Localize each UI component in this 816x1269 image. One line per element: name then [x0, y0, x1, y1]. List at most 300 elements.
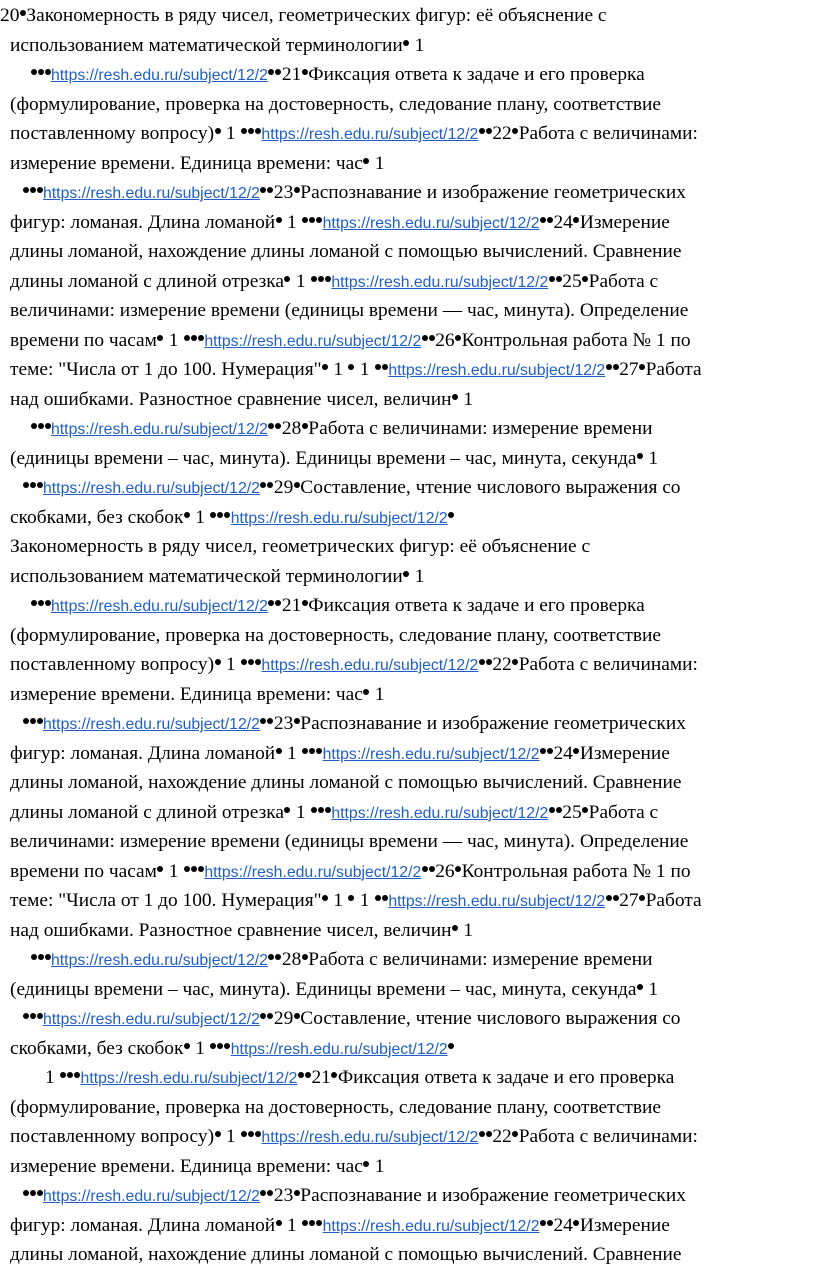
text-segment: Работа — [645, 359, 702, 380]
bullet-icon — [486, 1131, 492, 1137]
bullet-icon — [241, 1131, 247, 1137]
bullet-icon — [322, 364, 328, 370]
bullet-icon — [486, 659, 492, 665]
text-line — [0, 650, 698, 679]
resh-link[interactable]: https://resh.edu.ru/subject/12/2 — [51, 598, 268, 615]
bullet-icon — [318, 807, 324, 813]
text-segment: 1 — [163, 329, 184, 351]
bullet-icon — [639, 364, 645, 370]
bullet-icon — [31, 954, 37, 960]
text-line — [0, 1152, 384, 1181]
bullet-icon — [248, 128, 254, 134]
bullet-icon — [448, 512, 454, 518]
text-segment: 1 — [369, 152, 385, 174]
text-segment: 23 — [273, 182, 294, 203]
bullet-icon — [37, 482, 43, 488]
bullet-icon — [311, 276, 317, 282]
bullet-icon — [403, 571, 409, 577]
text-segment: 1 — [221, 1126, 241, 1147]
bullet-icon — [582, 807, 588, 813]
resh-link[interactable]: https://resh.edu.ru/subject/12/2 — [322, 745, 540, 763]
bullet-icon — [429, 335, 435, 341]
bullet-icon — [210, 512, 216, 518]
text-segment: фигур: ломаная. Длина ломаной — [10, 211, 276, 233]
bullet-icon — [318, 276, 324, 282]
text-segment: Фиксация ответа к задаче и его проверка — [308, 64, 645, 85]
text-segment: над ошибками. Разностное сравнение чисел, величин — [10, 919, 452, 941]
text-line — [0, 119, 698, 148]
text-segment: 24 — [553, 211, 573, 233]
bullet-icon — [260, 482, 266, 488]
bullet-icon — [479, 1131, 485, 1137]
bullet-icon — [294, 1013, 300, 1019]
text-segment: 26 — [435, 329, 455, 351]
bullet-icon — [38, 600, 44, 606]
bullet-icon — [37, 1013, 43, 1019]
bullet-icon — [184, 512, 190, 518]
text-segment: Работа с величинами: — [518, 654, 698, 675]
bullet-icon — [30, 1190, 36, 1196]
bullet-icon — [241, 128, 247, 134]
bullet-icon — [363, 1161, 369, 1167]
bullet-icon — [309, 748, 315, 754]
text-line — [0, 1181, 686, 1210]
bullet-icon — [302, 423, 308, 429]
bullet-icon — [429, 866, 435, 872]
bullet-icon — [37, 187, 43, 193]
bullet-icon — [276, 1220, 282, 1226]
resh-link[interactable]: https://resh.edu.ru/subject/12/2 — [43, 480, 260, 497]
text-segment: 29 — [273, 477, 294, 498]
text-segment: 21 — [281, 595, 302, 616]
bullet-icon — [540, 1220, 546, 1226]
bullet-icon — [31, 423, 37, 429]
text-segment: Измерение — [579, 1214, 670, 1236]
bullet-icon — [448, 1043, 454, 1049]
bullet-icon — [302, 217, 308, 223]
text-segment: Работа с величинами: — [518, 123, 698, 144]
bullet-icon — [348, 895, 354, 901]
text-segment: 23 — [273, 713, 294, 734]
text-segment: длины ломаной с длиной отрезка — [10, 801, 284, 823]
bullet-icon — [639, 895, 645, 901]
text-line — [0, 768, 682, 797]
text-line — [0, 1063, 674, 1092]
bullet-icon — [455, 866, 461, 872]
text-line — [0, 562, 424, 591]
bullet-icon — [37, 718, 43, 724]
resh-link[interactable]: https://resh.edu.ru/subject/12/2 — [261, 1129, 479, 1146]
bullet-icon — [267, 187, 273, 193]
bullet-icon — [215, 128, 221, 134]
bullet-icon — [613, 364, 619, 370]
resh-link[interactable]: https://resh.edu.ru/subject/12/2 — [43, 185, 260, 202]
bullet-icon — [582, 276, 588, 282]
text-segment: длины ломаной с длиной отрезка — [10, 270, 284, 292]
text-line — [0, 31, 424, 60]
text-segment: 1 — [190, 506, 210, 528]
bullet-icon — [375, 895, 381, 901]
bullet-icon — [276, 217, 282, 223]
text-line — [0, 178, 686, 207]
text-segment: 1 — [45, 1067, 60, 1088]
text-segment: Измерение — [579, 742, 670, 764]
text-segment: 22 — [492, 654, 512, 675]
bullet-icon — [60, 1072, 66, 1078]
text-segment: 1 — [328, 359, 348, 380]
text-segment: 1 — [458, 919, 474, 941]
bullet-icon — [224, 1043, 230, 1049]
bullet-icon — [606, 895, 612, 901]
bullet-icon — [556, 807, 562, 813]
bullet-icon — [422, 335, 428, 341]
text-segment: 1 — [282, 211, 302, 233]
text-line — [0, 267, 658, 296]
resh-link[interactable]: https://resh.edu.ru/subject/12/2 — [43, 716, 260, 733]
text-segment: 28 — [281, 949, 302, 970]
text-segment: Работа с величинами: измерение времени — [308, 418, 653, 439]
text-segment: Закономерность в ряду чисел, геометрических фигур: её объяснение с — [10, 536, 591, 557]
text-segment: 24 — [553, 742, 573, 764]
text-segment: 1 — [163, 860, 184, 882]
text-segment: Распознавание и изображение геометрических — [300, 1185, 686, 1206]
bullet-icon — [309, 217, 315, 223]
bullet-icon — [606, 364, 612, 370]
text-segment: Работа с — [588, 270, 659, 292]
text-segment: Распознавание и изображение геометрических — [300, 713, 686, 734]
text-segment: Работа с величинами: — [518, 1126, 698, 1147]
text-line — [0, 237, 682, 266]
bullet-icon — [23, 718, 29, 724]
bullet-icon — [184, 1043, 190, 1049]
text-segment: скобками, без скобок — [10, 506, 184, 528]
text-segment: измерение времени. Единица времени: час — [10, 683, 363, 705]
bullet-icon — [294, 482, 300, 488]
bullet-icon — [294, 1190, 300, 1196]
bullet-icon — [45, 600, 51, 606]
bullet-icon — [45, 954, 51, 960]
text-line — [0, 975, 658, 1004]
text-line — [0, 1211, 670, 1240]
text-segment: над ошибками. Разностное сравнение чисел, величин — [10, 388, 452, 410]
bullet-icon — [198, 866, 204, 872]
text-line — [0, 1004, 681, 1033]
text-segment: 26 — [435, 860, 455, 882]
bullet-icon — [573, 748, 579, 754]
text-line — [0, 739, 670, 768]
text-segment: 1 — [409, 34, 425, 56]
text-segment: использованием математической терминологии — [10, 34, 403, 56]
bullet-icon — [38, 423, 44, 429]
text-segment: теме: "Числа от 1 до 100. Нумерация" — [10, 890, 322, 911]
resh-link[interactable]: https://resh.edu.ru/subject/12/2 — [230, 1040, 448, 1058]
bullet-icon — [241, 659, 247, 665]
bullet-icon — [316, 1220, 322, 1226]
resh-link[interactable]: https://resh.edu.ru/subject/12/2 — [43, 1011, 260, 1028]
text-segment: Фиксация ответа к задаче и его проверка — [337, 1067, 675, 1088]
resh-link[interactable]: https://resh.edu.ru/subject/12/2 — [261, 126, 479, 143]
text-segment: 1 — [290, 801, 311, 823]
bullet-icon — [23, 482, 29, 488]
text-line — [0, 90, 661, 119]
bullet-icon — [325, 807, 331, 813]
bullet-icon — [294, 187, 300, 193]
resh-link[interactable]: https://resh.edu.ru/subject/12/2 — [331, 273, 549, 291]
bullet-icon — [316, 748, 322, 754]
bullet-icon — [267, 482, 273, 488]
text-segment: 23 — [273, 1185, 294, 1206]
bullet-icon — [217, 1043, 223, 1049]
bullet-icon — [275, 69, 281, 75]
text-segment: 1 — [643, 447, 659, 469]
bullet-icon — [375, 364, 381, 370]
text-segment: 20 — [0, 5, 20, 26]
bullet-icon — [422, 866, 428, 872]
bullet-icon — [549, 276, 555, 282]
bullet-icon — [260, 1190, 266, 1196]
text-segment: Распознавание и изображение геометрических — [300, 182, 686, 203]
text-segment: 22 — [492, 1126, 512, 1147]
bullet-icon — [30, 482, 36, 488]
text-segment: 1 — [354, 359, 375, 380]
bullet-icon — [540, 748, 546, 754]
text-line — [0, 591, 645, 620]
text-segment: 1 — [328, 890, 348, 911]
bullet-icon — [191, 335, 197, 341]
text-line — [0, 1093, 661, 1122]
text-segment: 25 — [562, 270, 582, 292]
bullet-icon — [298, 1072, 304, 1078]
bullet-icon — [74, 1072, 80, 1078]
text-segment: величинами: измерение времени (единицы времени — час, минута). Определение — [10, 831, 689, 852]
text-line — [0, 149, 384, 178]
bullet-icon — [348, 364, 354, 370]
text-line — [0, 532, 590, 561]
text-segment: Контрольная работа № 1 по — [461, 860, 691, 882]
bullet-icon — [260, 187, 266, 193]
bullet-icon — [184, 866, 190, 872]
text-segment: 28 — [281, 418, 302, 439]
bullet-icon — [248, 1131, 254, 1137]
text-segment: 27 — [619, 890, 639, 911]
text-segment: поставленному вопросу) — [10, 1126, 215, 1147]
resh-link[interactable]: https://resh.edu.ru/subject/12/2 — [322, 1217, 540, 1235]
bullet-icon — [403, 40, 409, 46]
bullet-icon — [45, 423, 51, 429]
text-segment: Составление, чтение числового выражения со — [300, 477, 681, 498]
text-segment: измерение времени. Единица времени: час — [10, 152, 363, 174]
text-line — [0, 916, 473, 945]
bullet-icon — [31, 69, 37, 75]
resh-link[interactable]: https://resh.edu.ru/subject/12/2 — [51, 952, 268, 969]
text-segment: Работа с — [588, 801, 659, 823]
text-line — [0, 503, 455, 532]
text-segment: времени по часам — [10, 860, 157, 882]
text-segment: длины ломаной, нахождение длины ломаной с помощью вычислений. Сравнение — [10, 241, 682, 262]
text-line — [0, 326, 691, 355]
text-segment: Работа — [645, 890, 702, 911]
bullet-icon — [268, 423, 274, 429]
text-line — [0, 385, 473, 414]
text-segment: 1 — [643, 978, 659, 1000]
text-line — [0, 827, 688, 856]
bullet-icon — [302, 1220, 308, 1226]
bullet-icon — [276, 748, 282, 754]
text-segment: (единицы времени – час, минута). Единицы времени – час, минута, секунда — [10, 978, 637, 1000]
bullet-icon — [275, 423, 281, 429]
bullet-icon — [215, 659, 221, 665]
bullet-icon — [23, 187, 29, 193]
text-segment: скобками, без скобок — [10, 1037, 184, 1059]
text-segment: Контрольная работа № 1 по — [461, 329, 691, 351]
text-segment: 1 — [282, 742, 302, 764]
text-line — [0, 1240, 682, 1269]
text-segment: 21 — [281, 64, 302, 85]
resh-link[interactable]: https://resh.edu.ru/subject/12/2 — [80, 1070, 298, 1087]
text-segment: 24 — [553, 1214, 573, 1236]
bullet-icon — [215, 1131, 221, 1137]
text-segment: Измерение — [579, 211, 670, 233]
bullet-icon — [217, 512, 223, 518]
text-line — [0, 60, 645, 89]
resh-link[interactable]: https://resh.edu.ru/subject/12/2 — [204, 332, 422, 350]
resh-link[interactable]: https://resh.edu.ru/subject/12/2 — [261, 657, 479, 674]
bullet-icon — [322, 895, 328, 901]
bullet-icon — [45, 69, 51, 75]
bullet-icon — [20, 10, 26, 16]
resh-link[interactable]: https://resh.edu.ru/subject/12/2 — [230, 509, 448, 527]
bullet-icon — [302, 954, 308, 960]
bullet-icon — [30, 187, 36, 193]
bullet-icon — [284, 807, 290, 813]
bullet-icon — [294, 718, 300, 724]
text-segment: поставленному вопросу) — [10, 654, 215, 675]
text-segment: 1 — [409, 565, 425, 587]
text-segment: 1 — [190, 1037, 210, 1059]
bullet-icon — [38, 954, 44, 960]
text-segment: Закономерность в ряду чисел, геометрических фигур: её объяснение с — [26, 5, 607, 26]
bullet-icon — [382, 364, 388, 370]
text-segment: времени по часам — [10, 329, 157, 351]
text-segment: (формулирование, проверка на достоверность, следование плану, соответствие — [10, 93, 662, 115]
bullet-icon — [184, 335, 190, 341]
bullet-icon — [302, 69, 308, 75]
text-segment: теме: "Числа от 1 до 100. Нумерация" — [10, 359, 322, 380]
bullet-icon — [268, 600, 274, 606]
text-segment: Составление, чтение числового выражения со — [300, 1008, 681, 1029]
text-segment: поставленному вопросу) — [10, 123, 215, 144]
bullet-icon — [512, 1131, 518, 1137]
text-segment: 27 — [619, 359, 639, 380]
bullet-icon — [30, 1013, 36, 1019]
bullet-icon — [452, 925, 458, 931]
bullet-icon — [267, 1190, 273, 1196]
bullet-icon — [637, 984, 643, 990]
bullet-icon — [325, 276, 331, 282]
text-segment: 1 — [290, 270, 311, 292]
resh-link[interactable]: https://resh.edu.ru/subject/12/2 — [51, 421, 268, 438]
text-segment: 1 — [458, 388, 474, 410]
bullet-icon — [613, 895, 619, 901]
text-line — [0, 798, 658, 827]
bullet-icon — [479, 128, 485, 134]
text-segment: 1 — [369, 1155, 385, 1177]
resh-link[interactable]: https://resh.edu.ru/subject/12/2 — [322, 214, 540, 232]
bullet-icon — [302, 748, 308, 754]
bullet-icon — [267, 1013, 273, 1019]
bullet-icon — [573, 217, 579, 223]
text-line — [0, 444, 658, 473]
bullet-icon — [455, 335, 461, 341]
text-segment: Работа с величинами: измерение времени — [308, 949, 653, 970]
resh-link[interactable]: https://resh.edu.ru/subject/12/2 — [388, 362, 606, 379]
bullet-icon — [302, 600, 308, 606]
text-segment: 1 — [221, 123, 241, 144]
bullet-icon — [556, 276, 562, 282]
bullet-icon — [267, 718, 273, 724]
bullet-icon — [157, 866, 163, 872]
bullet-icon — [191, 866, 197, 872]
bullet-icon — [23, 1190, 29, 1196]
bullet-icon — [268, 69, 274, 75]
text-line — [0, 1, 607, 30]
bullet-icon — [31, 600, 37, 606]
text-segment: использованием математической терминологии — [10, 565, 403, 587]
bullet-icon — [268, 954, 274, 960]
resh-link[interactable]: https://resh.edu.ru/subject/12/2 — [388, 893, 606, 910]
bullet-icon — [37, 1190, 43, 1196]
text-segment: (формулирование, проверка на достоверность, следование плану, соответствие — [10, 624, 662, 646]
bullet-icon — [512, 659, 518, 665]
bullet-icon — [30, 718, 36, 724]
bullet-icon — [275, 954, 281, 960]
text-segment: (формулирование, проверка на достоверность, следование плану, соответствие — [10, 1096, 662, 1118]
bullet-icon — [637, 453, 643, 459]
text-line — [0, 857, 691, 886]
bullet-icon — [260, 1013, 266, 1019]
text-line — [0, 414, 653, 443]
text-segment: 22 — [492, 123, 512, 144]
text-segment: 29 — [273, 1008, 294, 1029]
text-segment: 1 — [221, 654, 241, 675]
bullet-icon — [224, 512, 230, 518]
bullet-icon — [157, 335, 163, 341]
bullet-icon — [549, 807, 555, 813]
bullet-icon — [479, 659, 485, 665]
bullet-icon — [486, 128, 492, 134]
text-line — [0, 945, 653, 974]
resh-link[interactable]: https://resh.edu.ru/subject/12/2 — [204, 863, 422, 881]
bullet-icon — [210, 1043, 216, 1049]
text-segment: 21 — [311, 1067, 331, 1088]
resh-link[interactable]: https://resh.edu.ru/subject/12/2 — [43, 1188, 260, 1205]
text-line — [0, 709, 686, 738]
text-segment: фигур: ломаная. Длина ломаной — [10, 742, 276, 764]
resh-link[interactable]: https://resh.edu.ru/subject/12/2 — [331, 804, 549, 822]
bullet-icon — [382, 895, 388, 901]
text-line — [0, 1034, 455, 1063]
bullet-icon — [275, 600, 281, 606]
bullet-icon — [38, 69, 44, 75]
resh-link[interactable]: https://resh.edu.ru/subject/12/2 — [51, 67, 268, 84]
bullet-icon — [363, 158, 369, 164]
bullet-icon — [198, 335, 204, 341]
text-segment: величинами: измерение времени (единицы времени — час, минута). Определение — [10, 300, 689, 321]
bullet-icon — [23, 1013, 29, 1019]
text-segment: длины ломаной, нахождение длины ломаной с помощью вычислений. Сравнение — [10, 1244, 682, 1265]
bullet-icon — [284, 276, 290, 282]
text-segment: Фиксация ответа к задаче и его проверка — [308, 595, 645, 616]
